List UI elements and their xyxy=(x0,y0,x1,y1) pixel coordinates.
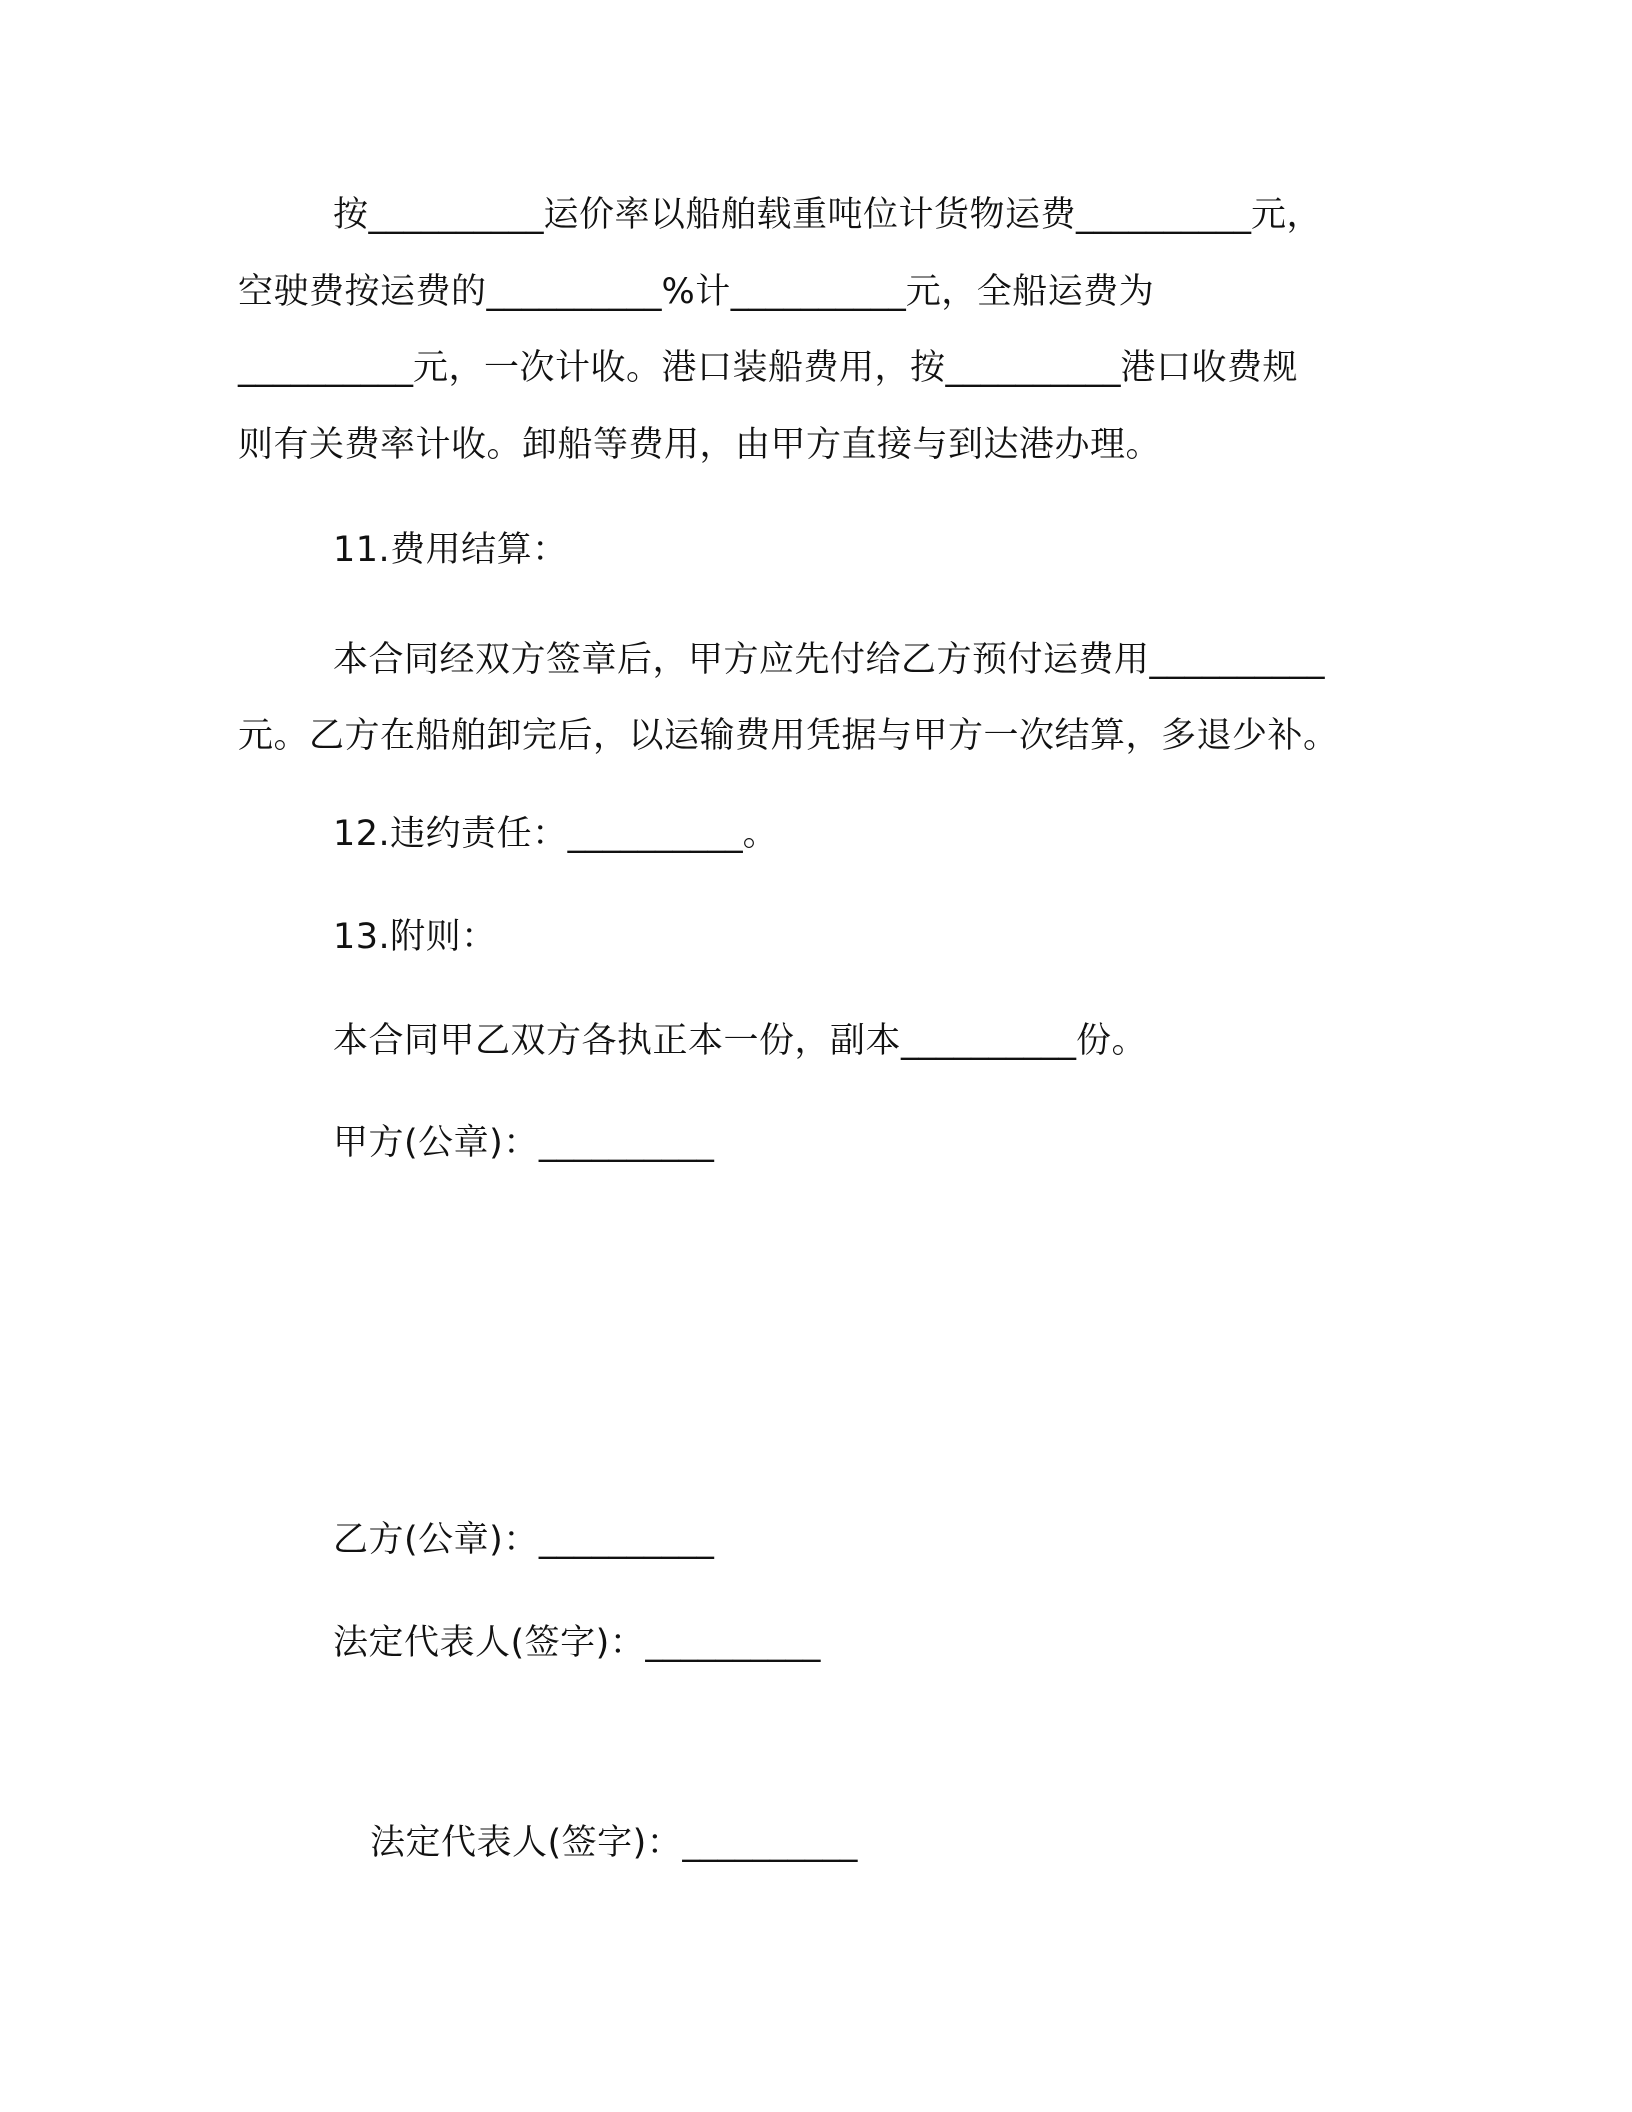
fill-blank: __________ xyxy=(368,195,544,235)
section-13-heading-text: 13.附则： xyxy=(333,917,497,957)
fee-line-3-a: 元，一次计收。港口装船费用，按 xyxy=(413,348,946,388)
fee-line-2-a: 空驶费按运费的 xyxy=(238,272,487,312)
section-11-heading-text: 11.费用结算： xyxy=(333,530,568,570)
fill-blank: __________ xyxy=(567,814,743,854)
fee-line-3 xyxy=(238,343,1298,393)
fee-line-3-b: 港口收费规 xyxy=(1120,348,1299,388)
fill-blank: __________ xyxy=(238,348,413,388)
signature-legal-rep-1-label: 法定代表人(签字)： xyxy=(333,1623,646,1663)
fee-line-4 xyxy=(238,420,1161,470)
fee-line-2 xyxy=(238,267,1154,317)
section-13-heading xyxy=(333,912,497,962)
section-12-heading: 12.违约责任： xyxy=(333,814,568,854)
section-11-line-2 xyxy=(238,711,1339,761)
signature-legal-rep-2 xyxy=(370,1818,857,1868)
signature-party-b xyxy=(333,1515,714,1565)
section-11-line-1 xyxy=(333,635,1325,685)
fee-line-2-b: %计 xyxy=(661,272,731,312)
section-11-line-2-text: 元。乙方在船舶卸完后，以运输费用凭据与甲方一次结算，多退少补。 xyxy=(238,716,1339,756)
fill-blank: __________ xyxy=(945,348,1121,388)
fee-line-2-c: 元，全船运费为 xyxy=(905,272,1155,312)
signature-legal-rep-1 xyxy=(333,1618,820,1668)
fee-line-1-b: 运价率以船舶载重吨位计货物运费 xyxy=(543,195,1077,235)
fill-blank: __________ xyxy=(682,1823,858,1863)
section-11-heading xyxy=(333,525,568,575)
section-13-text-a: 本合同甲乙双方各执正本一份，副本 xyxy=(333,1021,902,1061)
fee-line-1 xyxy=(333,190,1322,240)
fee-line-1-c: 元， xyxy=(1251,195,1323,235)
section-13-text xyxy=(333,1016,1147,1066)
signature-legal-rep-2-label: 法定代表人(签字)： xyxy=(370,1823,683,1863)
section-13-text-b: 份。 xyxy=(1076,1021,1148,1061)
signature-party-a-label: 甲方(公章)： xyxy=(333,1123,539,1163)
fill-blank: __________ xyxy=(538,1123,714,1163)
signature-party-a xyxy=(333,1118,714,1168)
section-12-tail: 。 xyxy=(742,814,779,854)
fill-blank: __________ xyxy=(1076,195,1252,235)
fill-blank: __________ xyxy=(730,272,906,312)
signature-party-b-label: 乙方(公章)： xyxy=(333,1520,539,1560)
fill-blank: __________ xyxy=(645,1623,821,1663)
section-12 xyxy=(333,809,778,859)
fee-line-4-text: 则有关费率计收。卸船等费用，由甲方直接与到达港办理。 xyxy=(238,425,1162,465)
fill-blank: __________ xyxy=(538,1520,714,1560)
fill-blank: __________ xyxy=(486,272,662,312)
fill-blank: __________ xyxy=(1149,640,1325,680)
fill-blank: __________ xyxy=(901,1021,1077,1061)
fee-line-1-a: 按 xyxy=(333,195,369,235)
section-11-line-1-text: 本合同经双方签章后，甲方应先付给乙方预付运费用 xyxy=(333,640,1150,680)
